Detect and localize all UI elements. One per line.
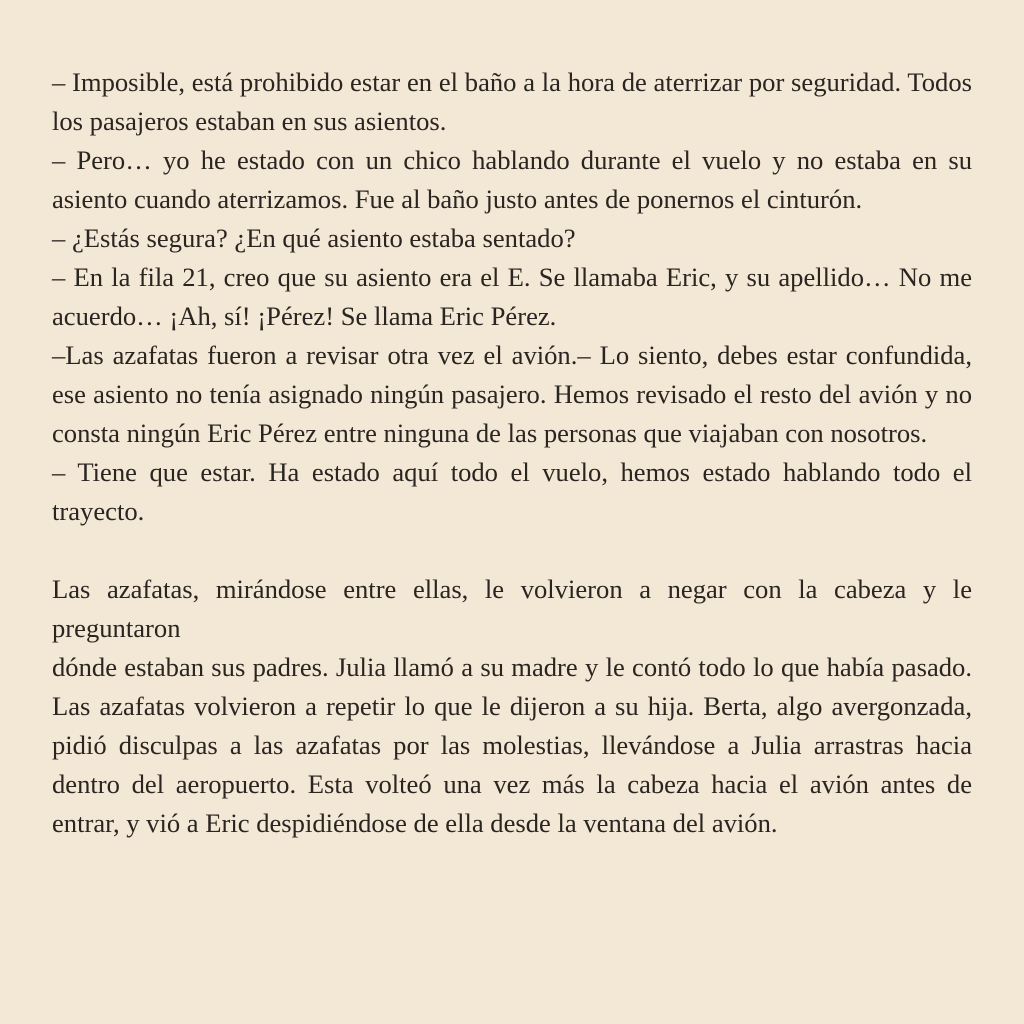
dialogue-line-5: –Las azafatas fueron a revisar otra vez el avión.– Lo siento, debes estar confundida, ese asiento no tenía asignado ningún pasajero. Hemos revisado el resto del avión y no consta ningún Eric Pérez entre ninguna de las personas que viajaban con nosotros.: [52, 340, 972, 448]
dialogue-line-2: – Pero… yo he estado con un chico hablando durante el vuelo y no estaba en su asiento cuando aterrizamos. Fue al baño justo antes de ponernos el cinturón.: [52, 145, 972, 214]
dialogue-line-6: – Tiene que estar. Ha estado aquí todo el vuelo, hemos estado hablando todo el trayecto.: [52, 457, 972, 526]
dialogue-line-3: – ¿Estás segura? ¿En qué asiento estaba sentado?: [52, 223, 576, 253]
story-page: [52, 63, 972, 843]
narration-paragraph: dónde estaban sus padres. Julia llamó a su madre y le contó todo lo que había pasado. Las azafatas volvieron a repetir lo que le dijeron a su hija. Berta, algo avergonzada, pidió disculpas a las azafatas por las molestias, llevándose a Julia arrastras hacia dentro del aeropuerto. Esta volteó una vez más la cabeza hacia el avión antes de entrar, y vió a Eric despidiéndose de ella desde la ventana del avión.: [52, 652, 972, 838]
paragraph-gap: [52, 531, 972, 570]
narration-line-1: Las azafatas, mirándose entre ellas, le volvieron a negar con la cabeza y le preguntaron: [52, 574, 972, 643]
dialogue-line-1: – Imposible, está prohibido estar en el baño a la hora de aterrizar por seguridad. Todos los pasajeros estaban en sus asientos.: [52, 67, 972, 136]
dialogue-line-4: – En la fila 21, creo que su asiento era el E. Se llamaba Eric, y su apellido… No me acuerdo… ¡Ah, sí! ¡Pérez! Se llama Eric Pérez.: [52, 262, 972, 331]
